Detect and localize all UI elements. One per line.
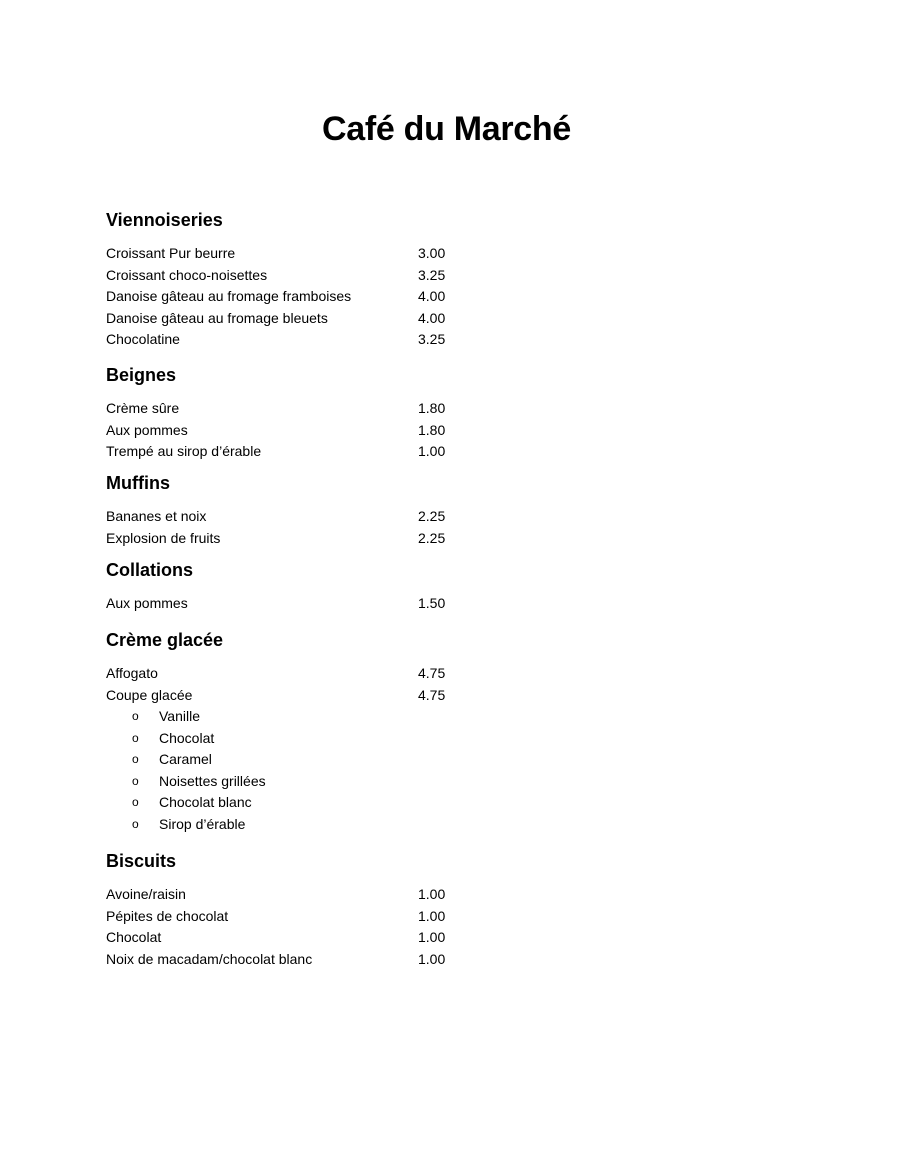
item-name: Croissant choco-noisettes: [106, 266, 268, 283]
item-list: [106, 593, 506, 615]
menu-item: [106, 949, 506, 971]
item-name: Explosion de fruits: [106, 529, 221, 546]
item-name: Danoise gâteau au fromage framboises: [106, 288, 352, 304]
item-name: Chocolat: [106, 929, 162, 945]
section-heading: Viennoiseries: [106, 210, 223, 230]
page-title: Café du Marché: [322, 110, 571, 148]
item-name: Danoise gâteau au fromage bleuets: [106, 309, 328, 326]
flavor-name: Vanille: [159, 708, 200, 724]
item-price: 2.25: [418, 529, 446, 546]
item-price: 3.00: [418, 245, 446, 261]
item-name: Trempé au sirop d’érable: [106, 443, 262, 459]
menu-item: [106, 593, 506, 615]
menu-item: [106, 308, 506, 330]
item-price: 1.80: [418, 400, 446, 416]
flavor-name: Noisettes grillées: [159, 772, 266, 789]
menu-item: [106, 528, 506, 550]
item-name: Croissant Pur beurre: [106, 245, 236, 261]
circle-bullet-icon: o: [132, 773, 139, 788]
flavor-name: Caramel: [159, 751, 212, 767]
flavor-item: [106, 792, 506, 814]
item-price: 1.80: [418, 421, 446, 438]
menu-item: [106, 265, 506, 287]
flavor-item: [106, 706, 506, 728]
item-price: 1.50: [418, 595, 446, 611]
flavor-item: [106, 771, 506, 793]
section-heading: Biscuits: [106, 851, 177, 871]
item-name: Pépites de chocolat: [106, 907, 229, 924]
menu-item: [106, 506, 506, 528]
circle-bullet-icon: o: [132, 730, 139, 745]
item-list: [106, 398, 506, 463]
menu-item: [106, 286, 506, 308]
item-list: [106, 506, 506, 549]
item-name: Crème sûre: [106, 400, 180, 416]
menu-item: [106, 329, 506, 351]
menu-item: [106, 441, 506, 463]
flavor-name: Sirop d’érable: [159, 815, 246, 832]
item-price: 1.00: [418, 886, 446, 902]
item-price: 1.00: [418, 950, 446, 967]
section-biscuits: [106, 848, 506, 970]
circle-bullet-icon: o: [132, 795, 139, 809]
menu-item: [106, 884, 506, 906]
menu-item: [106, 243, 506, 265]
section-creme-glacee: [106, 627, 506, 835]
item-name: Bananes et noix: [106, 508, 207, 524]
item-name: Aux pommes: [106, 595, 188, 611]
menu-item: [106, 685, 506, 707]
section-heading: Muffins: [106, 473, 170, 493]
menu-item: [106, 398, 506, 420]
item-price: 4.00: [418, 309, 446, 326]
menu-item: [106, 663, 506, 685]
section-heading: Collations: [106, 560, 194, 580]
item-price: 1.00: [418, 929, 446, 945]
menu-item: [106, 420, 506, 442]
item-list: [106, 884, 506, 970]
item-name: Coupe glacée: [106, 686, 193, 703]
item-price: 4.00: [418, 288, 446, 304]
item-price: 4.75: [418, 686, 446, 703]
flavor-item: [106, 814, 506, 836]
section-beignes: [106, 362, 506, 463]
item-name: Affogato: [106, 665, 158, 681]
item-list: [106, 663, 506, 835]
flavor-name: Chocolat blanc: [159, 794, 252, 810]
menu-item: [106, 927, 506, 949]
item-name: Aux pommes: [106, 421, 188, 438]
item-list: [106, 243, 506, 351]
item-price: 4.75: [418, 665, 446, 681]
flavor-item: [106, 728, 506, 750]
item-name: Chocolatine: [106, 331, 180, 347]
item-price: 3.25: [418, 331, 446, 347]
section-heading: Crème glacée: [106, 630, 224, 650]
circle-bullet-icon: o: [132, 752, 139, 766]
flavor-item: [106, 749, 506, 771]
section-heading: Beignes: [106, 365, 177, 385]
circle-bullet-icon: o: [132, 709, 139, 723]
flavor-name: Chocolat: [159, 729, 215, 746]
section-viennoiseries: [106, 207, 506, 351]
section-collations: [106, 557, 506, 615]
item-price: 1.00: [418, 907, 446, 924]
item-price: 3.25: [418, 266, 446, 283]
item-name: Avoine/raisin: [106, 886, 186, 902]
item-name: Noix de macadam/chocolat blanc: [106, 950, 313, 967]
menu-item: [106, 906, 506, 928]
section-muffins: [106, 470, 506, 549]
circle-bullet-icon: o: [132, 816, 139, 831]
item-price: 1.00: [418, 443, 446, 459]
item-price: 2.25: [418, 508, 446, 524]
